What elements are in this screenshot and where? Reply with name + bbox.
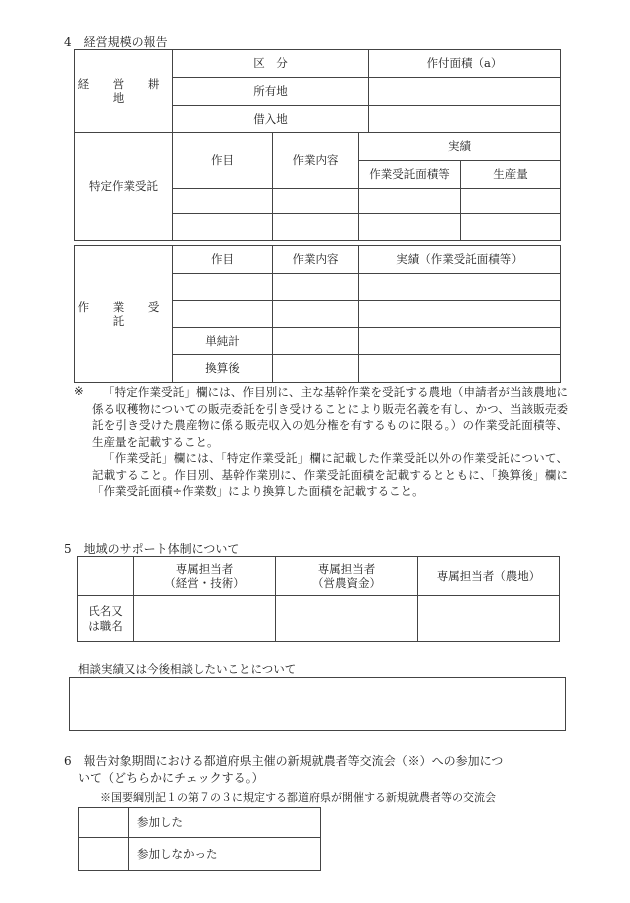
specific-content-header: 作業内容	[273, 133, 359, 189]
work-results-header: 実績（作業受託面積等）	[359, 246, 561, 274]
corner-cell	[78, 557, 134, 596]
specific-crop-header: 作目	[173, 133, 273, 189]
participated-checkbox[interactable]	[79, 808, 129, 838]
row-simple-total: 単純計	[173, 328, 273, 355]
consultation-label: 相談実績又は今後相談したいことについて	[78, 662, 297, 676]
input-cell[interactable]	[359, 274, 561, 301]
input-cell[interactable]	[273, 274, 359, 301]
not-participated-checkbox[interactable]	[79, 838, 129, 871]
input-cell[interactable]	[359, 328, 561, 355]
input-cell[interactable]	[461, 214, 561, 241]
col-category-header: 区 分	[173, 50, 369, 78]
input-cell[interactable]	[359, 189, 461, 214]
input-cell[interactable]	[359, 214, 461, 241]
section-6-heading-line1: 6 報告対象期間における都道府県主催の新規就農者等交流会（※）への参加につ	[64, 754, 504, 768]
work-contract-table	[74, 245, 561, 383]
note-work-contract: 「作業受託」欄には、「特定作業受託」欄に記載した作業受託以外の作業受託について、記載すること。作目別、基幹作業別に、作業受託面積を記載するとともに、「換算後」欄に「作業受託面積÷作業数」により換算した面積を記載すること。	[92, 451, 568, 498]
specific-area-header: 作業受託面積等	[359, 161, 461, 189]
farmland-table	[74, 49, 561, 133]
work-contract-label: 作 業 受 託	[75, 246, 173, 383]
option-not-participated: 参加しなかった	[129, 838, 321, 871]
consultation-input[interactable]	[69, 677, 566, 731]
input-cell[interactable]	[276, 596, 418, 642]
specific-results-header: 実績	[359, 133, 561, 161]
input-cell[interactable]	[418, 596, 560, 642]
participation-table	[78, 807, 321, 871]
leased-land-area-cell[interactable]	[369, 106, 561, 133]
col-planted-area-header: 作付面積（a）	[369, 50, 561, 78]
input-cell[interactable]	[273, 301, 359, 328]
support-table	[77, 556, 560, 642]
work-crop-header: 作目	[173, 246, 273, 274]
owned-land-area-cell[interactable]	[369, 78, 561, 106]
section-6-note: ※国要綱別記１の第７の３に規定する都道府県が開催する新規就農者等の交流会	[100, 791, 496, 804]
input-cell[interactable]	[173, 301, 273, 328]
input-cell[interactable]	[461, 189, 561, 214]
name-or-title-label: 氏名又 は職名	[78, 596, 134, 642]
input-cell[interactable]	[359, 301, 561, 328]
staff-finance-header: 専属担当者 （営農資金）	[276, 557, 418, 596]
specific-output-header: 生産量	[461, 161, 561, 189]
input-cell[interactable]	[273, 189, 359, 214]
input-cell[interactable]	[173, 214, 273, 241]
input-cell[interactable]	[273, 328, 359, 355]
staff-management-header: 専属担当者 （経営・技術）	[134, 557, 276, 596]
staff-farmland-header: 専属担当者（農地）	[418, 557, 560, 596]
input-cell[interactable]	[173, 189, 273, 214]
farmland-label: 経 営 耕 地	[75, 50, 173, 133]
row-owned-land: 所有地	[173, 78, 369, 106]
row-converted: 換算後	[173, 355, 273, 383]
input-cell[interactable]	[273, 214, 359, 241]
specific-work-label: 特定作業受託	[75, 133, 173, 241]
note-specific-work: 「特定作業受託」欄には、作目別に、主な基幹作業を受託する農地（申請者が当該農地に係る収穫物についての販売委託を引き受けることにより販売名義を有し、かつ、当該販売委託を引き受けた農産物に係る販売収入の処分権を有するものに限る。）の作業受託面積等、生産量を記載すること。	[92, 385, 568, 449]
section-6-heading-line2: いて（どちらかにチェックする。）	[78, 771, 264, 785]
input-cell[interactable]	[273, 355, 359, 383]
note-mark: ※	[74, 384, 84, 398]
input-cell[interactable]	[173, 274, 273, 301]
row-leased-land: 借入地	[173, 106, 369, 133]
specific-work-table	[74, 132, 561, 241]
section-4-heading: 4 経営規模の報告	[64, 35, 168, 49]
section-5-heading: 5 地域のサポート体制について	[64, 542, 240, 556]
input-cell[interactable]	[359, 355, 561, 383]
option-participated: 参加した	[129, 808, 321, 838]
input-cell[interactable]	[134, 596, 276, 642]
work-content-header: 作業内容	[273, 246, 359, 274]
